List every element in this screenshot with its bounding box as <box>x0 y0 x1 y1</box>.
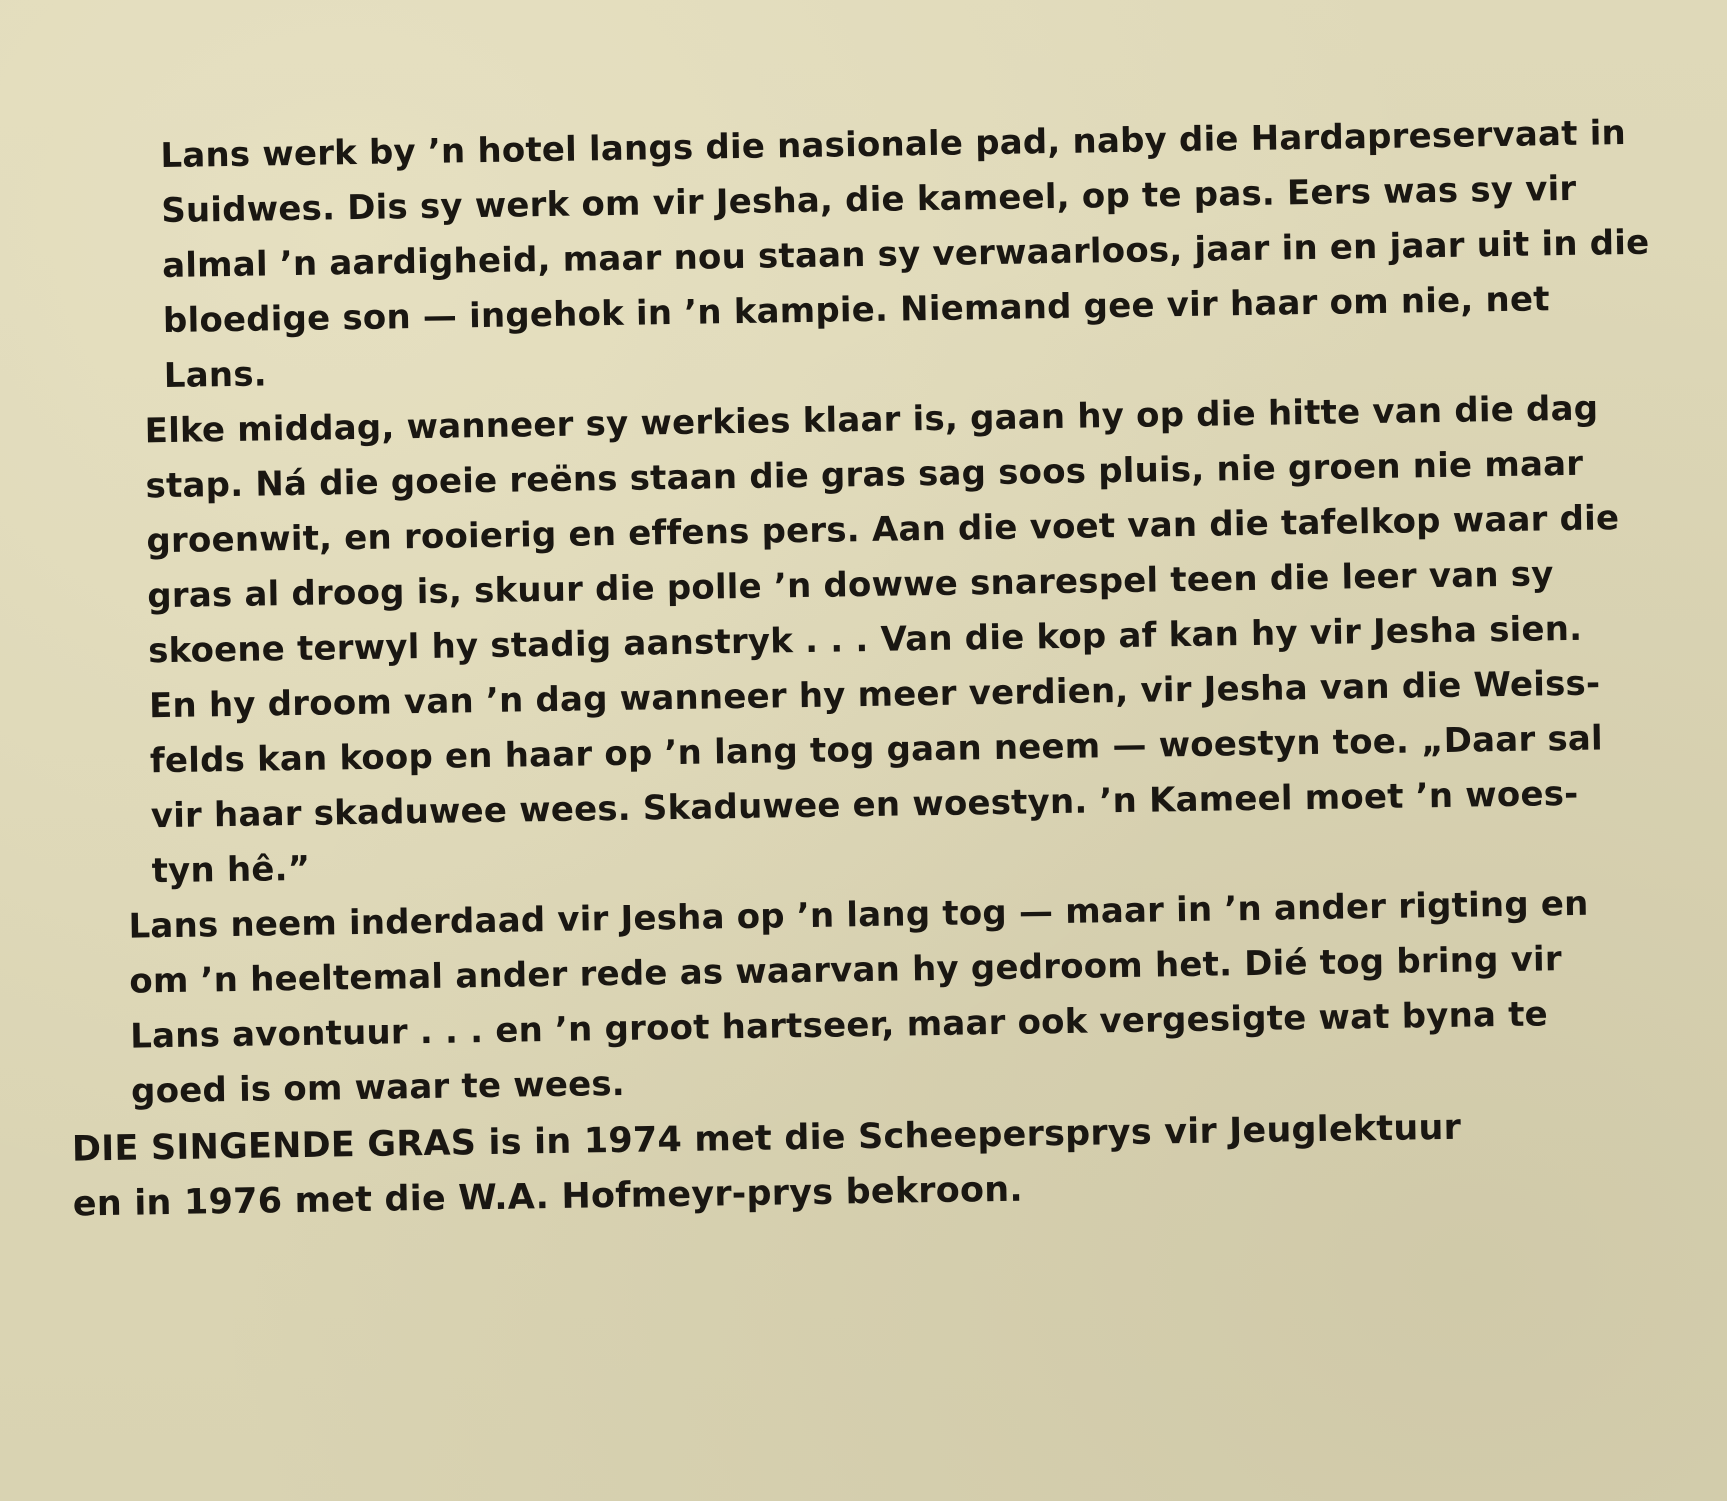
text-line: Lans neem inderdaad vir Jesha op ’n lang tog — maar in ’n ander rigting en <box>128 883 1589 947</box>
paragraph-3 <box>128 875 1675 1119</box>
text-line: Lans. <box>163 354 268 397</box>
blurb-text <box>71 105 1677 1231</box>
text-line: DIE SINGENDE GRAS is in 1974 met die Scheepersprys vir Jeuglektuur <box>71 1107 1462 1170</box>
text-line: Suidwes. Dis sy werk om vir Jesha, die kameel, op te pas. Eers was sy vir <box>160 168 1577 232</box>
text-line: vir haar skaduwee wees. Skaduwee en woestyn. ’n Kameel moet ’n woes- <box>150 773 1579 837</box>
text-line: skoene terwyl hy stadig aanstryk . . . Van die kop af kan hy vir Jesha sien. <box>147 608 1583 672</box>
text-line: tyn hê.” <box>151 848 311 892</box>
paragraph-1 <box>160 105 1664 404</box>
text-line: almal ’n aardigheid, maar nou staan sy verwaarloos, jaar in en jaar uit in die <box>161 222 1650 287</box>
text-line: stap. Ná die goeie reëns staan die gras sag soos pluis, nie groen nie maar <box>145 443 1584 507</box>
text-line: om ’n heeltemal ander rede as waarvan hy gedroom het. Dié tog bring vir <box>129 939 1563 1002</box>
text-line: groenwit, en rooierig en effens pers. Aan die voet van die tafelkop waar die <box>146 498 1620 562</box>
text-line: Lans avontuur . . . en ’n groot hartseer, maar ook vergesigte wat byna te <box>129 994 1549 1057</box>
paragraph-2 <box>144 380 1672 899</box>
text-line: felds kan koop en haar op ’n lang tog gaan neem — woestyn toe. „Daar sal <box>149 718 1604 782</box>
text-line: Elke middag, wanneer sy werkies klaar is, gaan hy op die hitte van die dag <box>144 388 1599 452</box>
text-line: gras al droog is, skuur die polle ’n dowwe snarespel teen die leer van sy <box>147 554 1554 617</box>
text-line: bloedige son — ingehok in ’n kampie. Niemand gee vir haar om nie, net <box>162 279 1550 342</box>
text-line: en in 1976 met die W.A. Hofmeyr-prys bekroon. <box>72 1169 1024 1225</box>
text-line: En hy droom van ’n dag wanneer hy meer verdien, vir Jesha van die Weiss- <box>148 663 1601 727</box>
text-line: Lans werk by ’n hotel langs die nasionale pad, naby die Hardapreservaat in <box>160 113 1627 177</box>
text-line: goed is om waar te wees. <box>130 1063 626 1112</box>
award-statement <box>72 1097 1678 1232</box>
